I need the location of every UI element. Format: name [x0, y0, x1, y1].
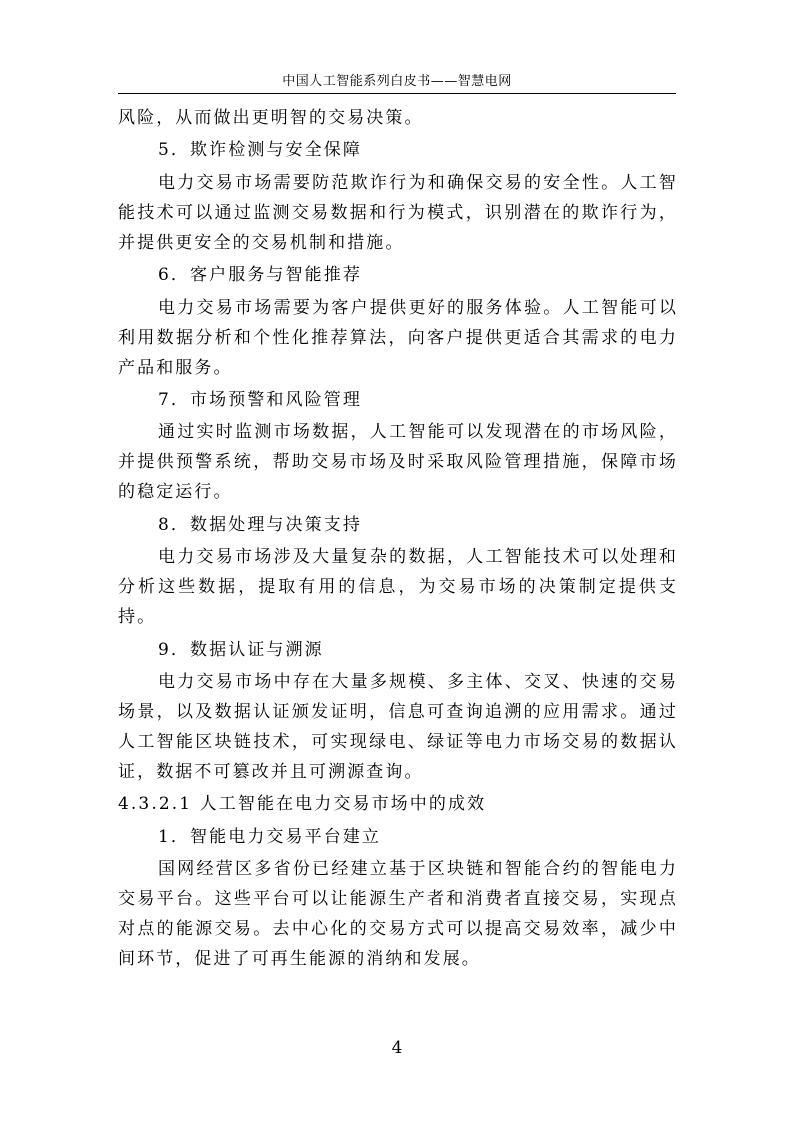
item-heading-fraud-detection: 5．欺诈检测与安全保障 — [158, 140, 362, 161]
paragraph-data-certification: 电力交易市场中存在大量多规模、多主体、交叉、快速的交易场景，以及数据认证颁发证明，信息可查询追溯的应用需求。通过人工智能区块链技术，可实现绿电、绿证等电力市场交易的数据认证，数据不可篡改并且可溯源查询。 — [118, 671, 678, 782]
item-heading-data-processing: 8．数据处理与决策支持 — [158, 514, 362, 535]
item-heading-data-certification: 9．数据认证与溯源 — [158, 639, 324, 660]
paragraph-market-warning: 通过实时监测市场数据，人工智能可以发现潜在的市场风险，并提供预警系统，帮助交易市场及时采取风险管理措施，保障市场的稳定运行。 — [118, 422, 678, 503]
paragraph-fraud-detection: 电力交易市场需要防范欺诈行为和确保交易的安全性。人工智能技术可以通过监测交易数据和行为模式，识别潜在的欺诈行为，并提供更安全的交易机制和措施。 — [118, 172, 678, 253]
item-heading-market-warning: 7．市场预警和风险管理 — [158, 389, 362, 410]
paragraph-trading-platform: 国网经营区多省份已经建立基于区块链和智能合约的智能电力交易平台。这些平台可以让能源生产者和消费者直接交易，实现点对点的能源交易。去中心化的交易方式可以提高交易效率，减少中间环节，促进了可再生能源的消纳和发展。 — [118, 859, 678, 970]
section-heading-4-3-2-1: 4.3.2.1 人工智能在电力交易市场中的成效 — [118, 794, 487, 815]
paragraph-customer-service: 电力交易市场需要为客户提供更好的服务体验。人工智能可以利用数据分析和个性化推荐算法，向客户提供更适合其需求的电力产品和服务。 — [118, 297, 678, 378]
item-heading-customer-service: 6．客户服务与智能推荐 — [158, 265, 362, 286]
paragraph-continuation: 风险，从而做出更明智的交易决策。 — [118, 108, 424, 128]
paragraph-data-processing: 电力交易市场涉及大量复杂的数据，人工智能技术可以处理和分析这些数据，提取有用的信息，为交易市场的决策制定提供支持。 — [118, 547, 678, 628]
item-heading-trading-platform: 1．智能电力交易平台建立 — [158, 826, 382, 847]
running-header: 中国人工智能系列白皮书——智慧电网 — [282, 74, 512, 89]
document-body — [118, 103, 678, 976]
header-divider — [118, 93, 676, 94]
page-number: 4 — [391, 1038, 403, 1058]
